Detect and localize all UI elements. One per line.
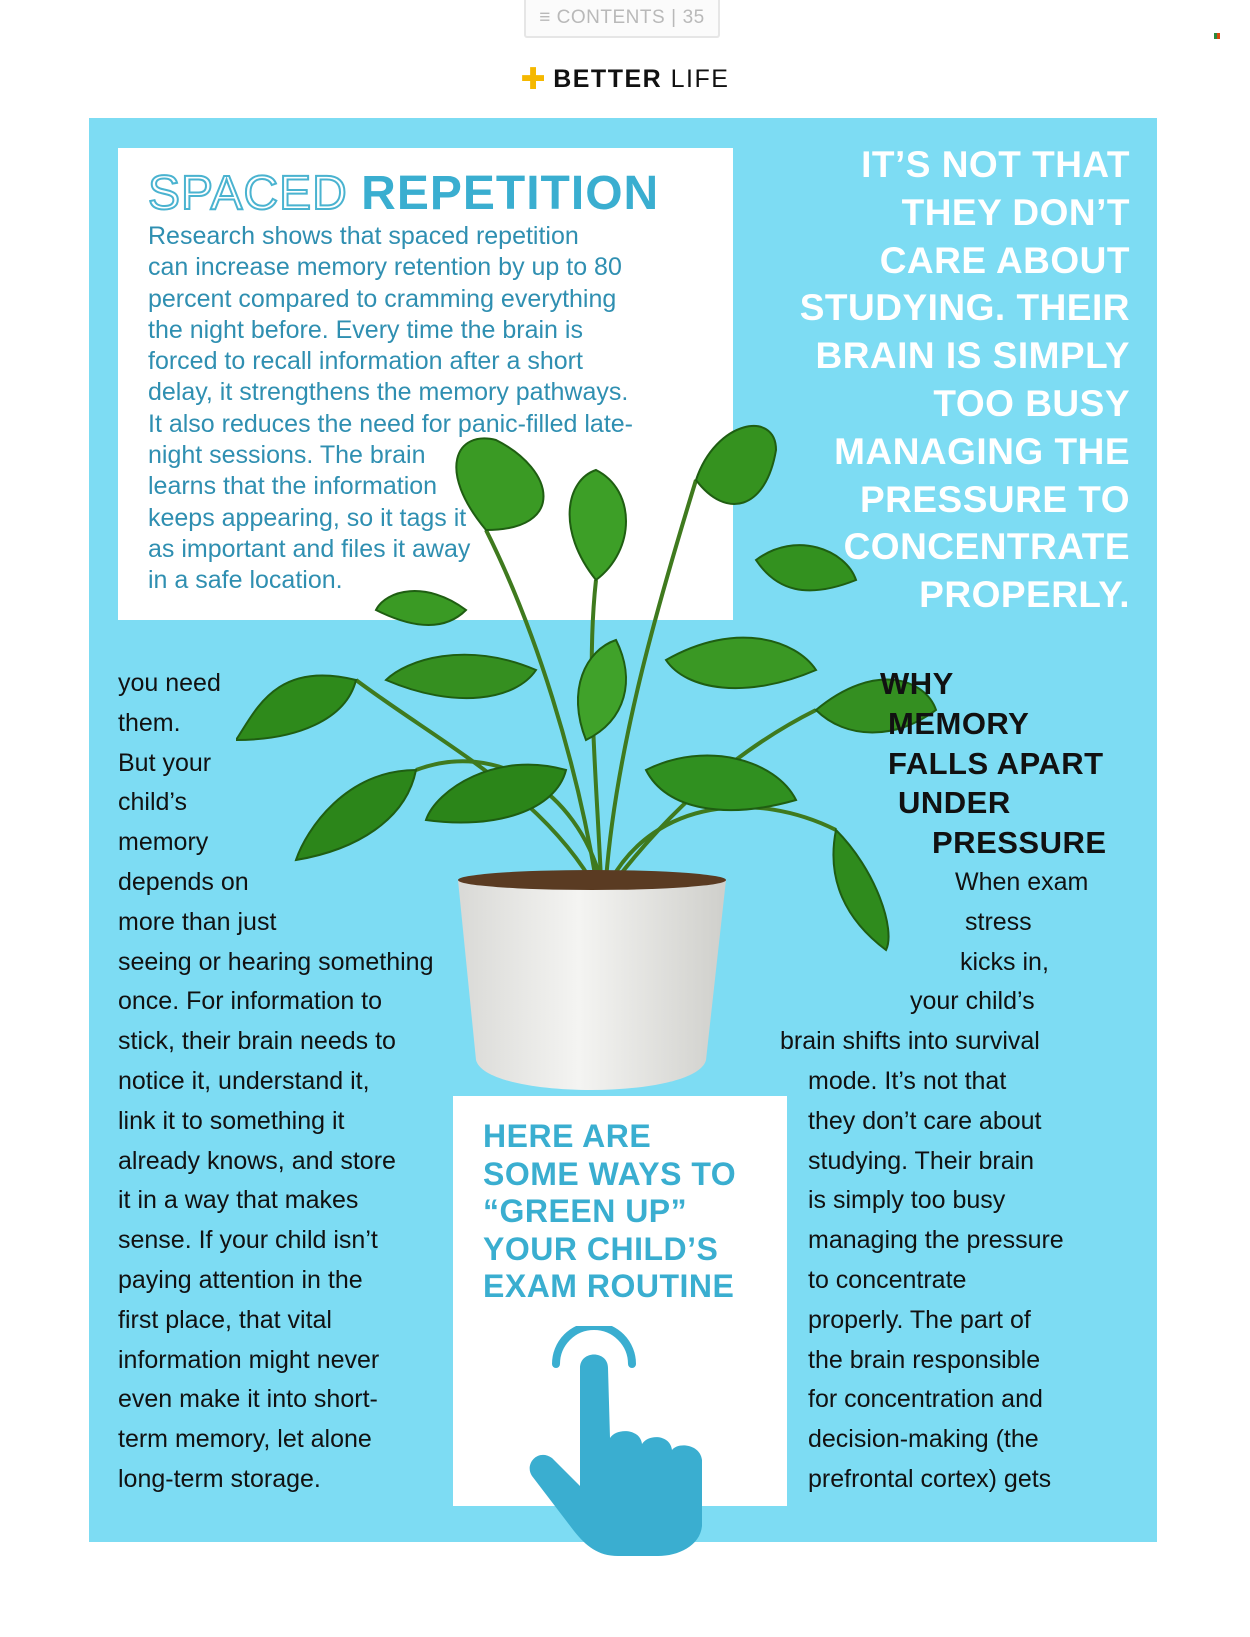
ways-line: “GREEN UP” <box>483 1193 688 1230</box>
right-column-line: to concentrate <box>808 1265 967 1294</box>
right-column-line: When exam <box>955 868 1089 896</box>
corner-marker <box>1214 33 1220 39</box>
ways-line: YOUR CHILD’S <box>483 1230 719 1267</box>
section-bold: BETTER <box>553 65 663 93</box>
right-column-line: mode. It’s not that <box>808 1066 1007 1095</box>
section-light: LIFE <box>670 65 730 93</box>
spaced-repetition-body: Research shows that spaced repetition can increase memory retention by up to 80 percent compared to cramming everything the night before. Every time the brain is forced to recall information after a short delay, it strengthens the memory pathways. It also reduces the need for panic-filled late- night sessions. The brain learns that the information keeps appearing, so it tags it as important and files it away in a safe location. <box>148 222 633 595</box>
plus-icon: ✚ <box>520 63 548 96</box>
why-memory-heading <box>880 664 1107 863</box>
right-column-line: managing the pressure <box>808 1226 1064 1255</box>
right-column-line: decision-making (the <box>808 1425 1039 1454</box>
left-column-text: you need them. But your child’s memory depends on more than just seeing or hearing something once. For information to stick, their brain needs to notice it, understand it, link it to something it already knows, and store it in a way that makes sense. If your child isn’t paying attention in the first place, that vital information might never even make it into short- term memory, let alone long-term storage. <box>118 669 434 1493</box>
right-column-line: brain shifts into survival <box>780 1027 1040 1056</box>
section-header <box>0 62 1250 97</box>
ways-line: HERE ARE <box>483 1118 652 1154</box>
contents-nav-button[interactable] <box>524 0 720 38</box>
page-number: 35 <box>682 7 705 28</box>
right-column-line: properly. The part of <box>808 1305 1031 1334</box>
ways-line: EXAM ROUTINE <box>483 1268 735 1305</box>
right-column-line: your child’s <box>910 987 1035 1016</box>
ways-line: SOME WAYS TO <box>483 1155 737 1192</box>
right-column-line: for concentration and <box>808 1385 1043 1414</box>
right-column-line: is simply too busy <box>808 1186 1006 1215</box>
why-heading-line: WHY <box>880 666 954 701</box>
plant-pot <box>458 880 726 1090</box>
title-outline-word: SPACED <box>148 167 348 220</box>
pointing-hand-icon[interactable] <box>528 1326 718 1556</box>
right-column-line: prefrontal cortex) gets <box>808 1464 1052 1493</box>
right-column-text <box>780 863 1110 1500</box>
why-heading-line: PRESSURE <box>932 825 1107 861</box>
pot-soil <box>458 870 726 890</box>
why-heading-line: FALLS APART <box>888 745 1104 781</box>
right-column-line: studying. Their brain <box>808 1146 1035 1175</box>
why-heading-line: MEMORY <box>888 705 1030 741</box>
right-column-line: stress <box>965 907 1032 936</box>
right-column-line: the brain responsible <box>808 1345 1041 1374</box>
right-column-line: they don’t care about <box>808 1106 1042 1135</box>
contents-label: ≡ CONTENTS <box>539 7 666 28</box>
spaced-repetition-title <box>148 167 660 220</box>
right-column-line: kicks in, <box>960 947 1049 976</box>
pull-quote: IT’S NOT THAT THEY DON’T CARE ABOUT STUDYING. THEIR BRAIN IS SIMPLY TOO BUSY MANAGING THE PRESSURE TO CONCENTRATE PROPERLY. <box>799 144 1130 616</box>
why-heading-line: UNDER <box>898 785 1011 821</box>
ways-callout-text <box>483 1118 773 1306</box>
title-solid-word: REPETITION <box>361 167 660 220</box>
divider: | <box>671 7 677 28</box>
